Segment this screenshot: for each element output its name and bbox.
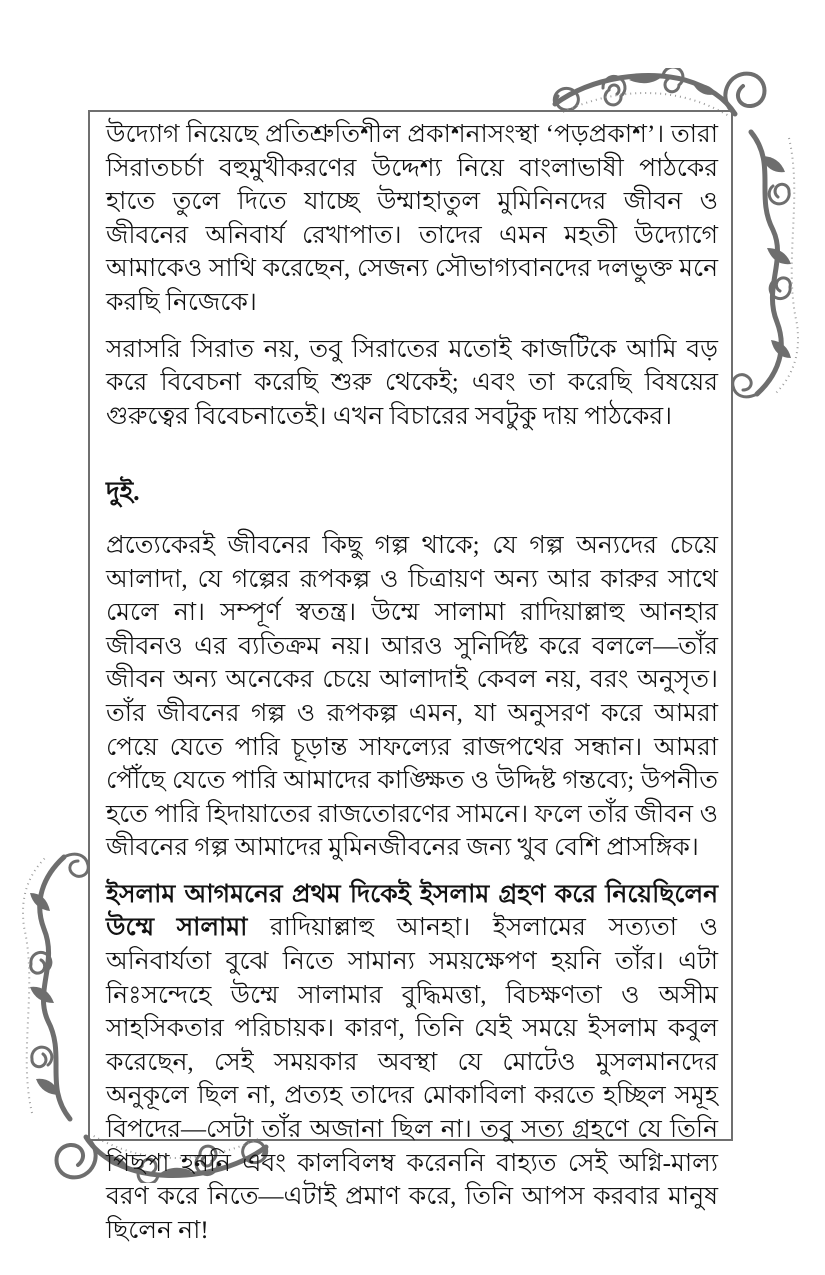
section-heading: দুই. — [106, 477, 140, 507]
paragraph-early-islam — [106, 878, 718, 1248]
paragraph-life-story: প্রত্যেকেরই জীবনের কিছু গল্প থাকে; যে গল্প অন্যদের চেয়ে আলাদা, যে গল্পের রূপকল্প ও চিত্রায়ণ অন্য আর কারুর সাথে মেলে না। সম্পূর্ণ স্বতন্ত্র। উম্মে সালামা রাদিয়াল্লাহু আনহার জীবনও এর ব্যতিক্রম নয়। আরও সুনির্দিষ্ট করে বললে—তাঁর জীবন অন্য অনেকের চেয়ে আলাদাই কেবল নয়, বরং অনুসৃত। তাঁর জীবনের গল্প ও রূপকল্প এমন, যা অনুসরণ করে আমরা পেয়ে যেতে পারি চূড়ান্ত সাফল্যের রাজপথের সন্ধান। আমরা পৌঁছে যেতে পারি আমাদের কাঙ্ক্ষিত ও উদ্দিষ্ট গন্তব্যে; উপনীত হতে পারি হিদায়াতের রাজতোরণের সামনে। ফলে তাঁর জীবন ও জীবনের গল্প আমাদের মুমিনজীবনের জন্য খুব বেশি প্রাসঙ্গিক। — [106, 531, 718, 862]
paragraph-publisher-initiative: উদ্যোগ নিয়েছে প্রতিশ্রুতিশীল প্রকাশনাসংস্থা ‘পড়প্রকাশ’। তারা সিরাতচর্চা বহুমুখীকরণের উদ্দেশ্য নিয়ে বাংলাভাষী পাঠকের হাতে তুলে দিতে যাচ্ছে উম্মাহাতুল মুমিনিনদের জীবন ও জীবনের অনিবার্য রেখাপাত। তাদের এমন মহতী উদ্যোগে আমাকেও সাথি করেছেন, সেজন্য সৌভাগ্যবানদের দলভুক্ত মনে করছি নিজেকে। — [106, 121, 718, 316]
paragraph-early-islam-rest: রাদিয়াল্লাহু আনহা। ইসলামের সত্যতা ও অনিবার্যতা বুঝে নিতে সামান্য সময়ক্ষেপণ হয়নি তাঁর। এটা নিঃসন্দেহে উম্মে সালামার বুদ্ধিমত্তা, বিচক্ষণতা ও অসীম সাহসিকতার পরিচায়ক। কারণ, তিনি যেই সময়ে ইসলাম কবুল করেছেন, সেই সময়কার অবস্থা যে মোটেও মুসলমানদের অনুকূলে ছিল না, প্রত্যহ তাদের মোকাবিলা করতে হচ্ছিল সমূহ বিপদের—সেটা তাঁর অজানা ছিল না। তবু সত্য গ্রহণে যে তিনি পিছপা হননি এবং কালবিলম্ব করেননি বাহ্যত সেই অগ্নি-মাল্য বরণ করে নিতে—এটাই প্রমাণ করে, তিনি আপস করবার মানুষ ছিলেন না! — [106, 914, 718, 1244]
paragraph-early-islam-bold-lead: ইসলাম আগমনের প্রথম দিকেই ইসলাম গ্রহণ করে নিয়েছিলেন উম্মে সালামা — [106, 880, 718, 942]
text-column — [106, 118, 718, 1260]
paragraph-not-sirat: সরাসরি সিরাত নয়, তবু সিরাতের মতোই কাজটিকে আমি বড় করে বিবেচনা করেছি শুরু থেকেই; এবং তা করেছি বিষয়ের গুরুত্বের বিবেচনাতেই। এখন বিচারের সবটুকু দায় পাঠকের। — [106, 335, 718, 430]
